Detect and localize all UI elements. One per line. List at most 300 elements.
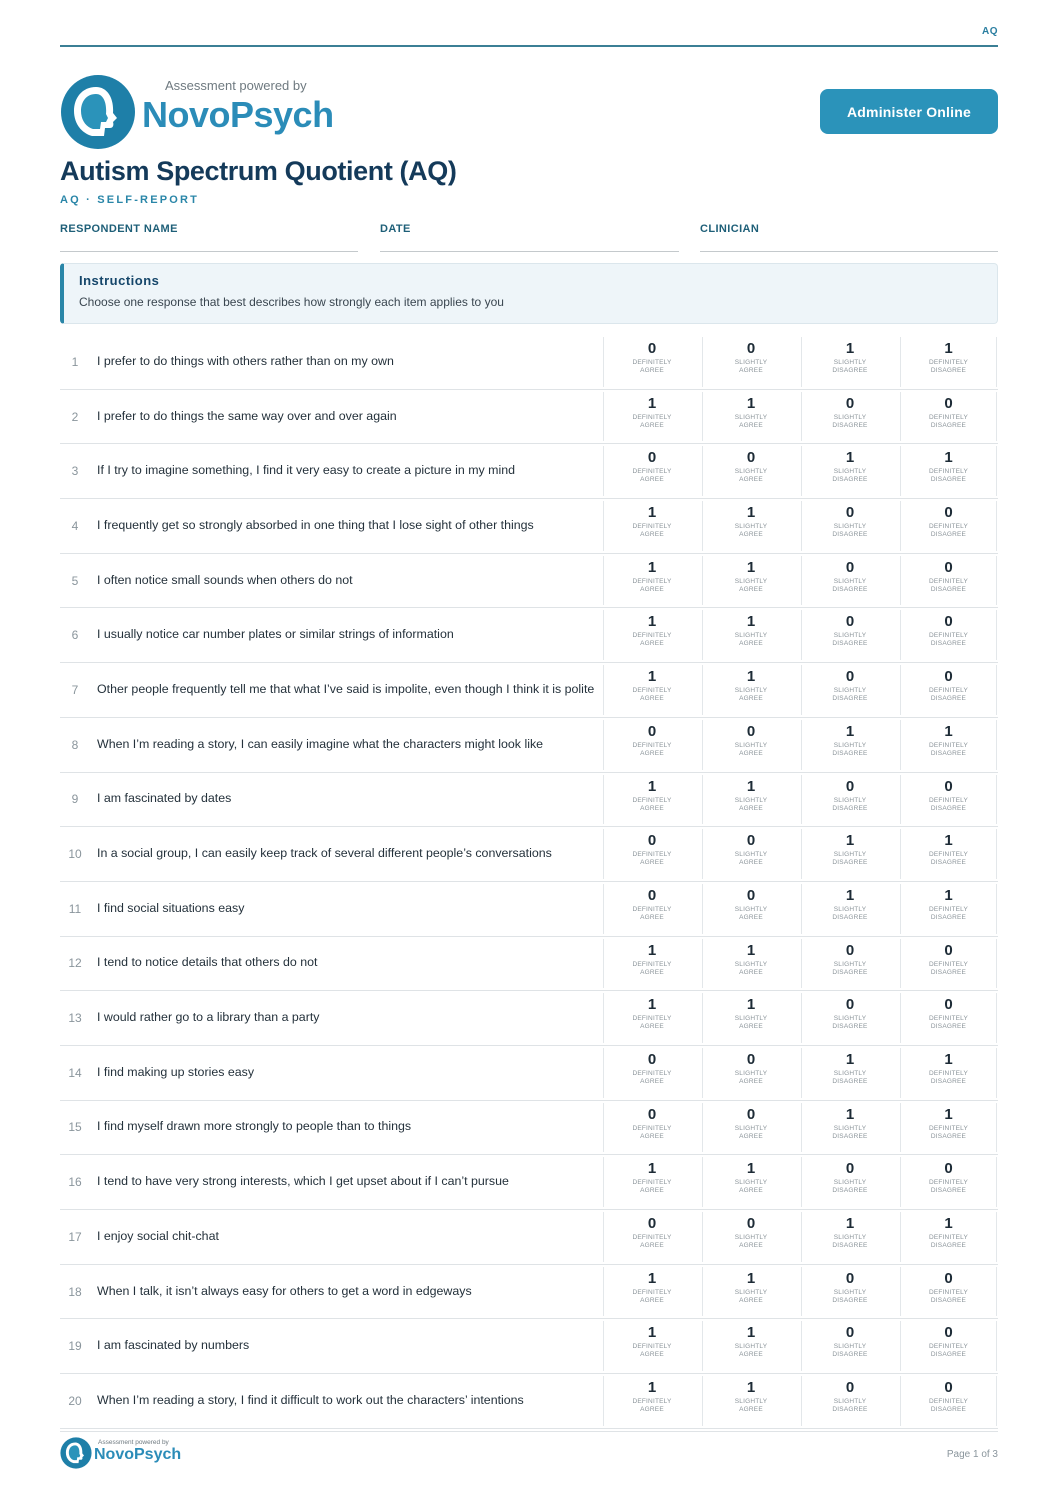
response-option[interactable] [603,1103,700,1153]
option-score: 1 [746,668,756,686]
response-option[interactable] [900,1376,997,1426]
option-score: 1 [746,504,756,522]
option-score: 1 [944,449,953,467]
option-label-line1: SLIGHTLY [833,468,867,476]
option-label-line2: AGREE [640,968,664,976]
option-label-line1: SLIGHTLY [833,413,867,421]
option-label-line2: DISAGREE [930,1406,967,1414]
option-score: 0 [845,941,855,959]
response-option[interactable] [900,720,997,770]
response-option[interactable] [702,1267,799,1317]
response-option[interactable] [603,446,700,496]
item-text: I often notice small sounds when others do not [97,572,353,587]
response-option[interactable] [702,1048,799,1098]
item-number: 13 [68,1011,82,1026]
option-label-line2: AGREE [739,859,763,867]
option-label-line1: SLIGHTLY [734,632,768,640]
option-score: 0 [845,394,855,412]
option-label-line2: AGREE [739,640,763,648]
option-label-line1: SLIGHTLY [734,1234,768,1241]
option-score: 1 [746,558,756,576]
item-text: I am fascinated by numbers [97,1338,250,1353]
response-option[interactable] [702,337,799,387]
option-label-line1: SLIGHTLY [734,413,768,421]
option-label-line2: DISAGREE [832,476,868,484]
option-score: 1 [746,777,756,795]
item-text: I find myself drawn more strongly to people than to things [97,1119,412,1134]
option-label-line2: DISAGREE [832,859,868,867]
date-label: DATE [380,223,411,235]
option-label-line1: DEFINITELY [928,741,969,749]
response-option[interactable] [801,501,898,551]
response-option[interactable] [702,1321,799,1371]
option-label-line1: SLIGHTLY [734,468,768,476]
option-label-line1: SLIGHTLY [734,1069,768,1077]
response-option[interactable] [702,392,799,442]
clinician-label: CLINICIAN [700,223,760,235]
option-label-line1: SLIGHTLY [734,1015,768,1023]
option-label-line1: DEFINITELY [632,687,672,695]
option-label-line2: AGREE [640,913,664,921]
option-label-line2: AGREE [640,1187,664,1195]
option-label-line1: DEFINITELY [632,523,672,531]
option-label-line2: DISAGREE [832,968,868,976]
response-option[interactable] [603,939,700,989]
option-label-line2: AGREE [739,1351,763,1359]
response-option[interactable] [603,610,700,660]
response-option[interactable] [702,829,799,879]
response-option[interactable] [900,1212,997,1262]
item-number: 3 [71,464,79,479]
instructions-box [60,263,998,324]
response-option[interactable] [603,1212,700,1262]
footer-brand: NovoPsych [94,1446,182,1463]
table-row [60,882,998,937]
response-option[interactable] [801,392,898,442]
item-text: I find making up stories easy [97,1064,255,1079]
option-label-line2: AGREE [739,585,763,593]
option-label-line1: SLIGHTLY [734,523,768,531]
date-field[interactable] [380,219,679,252]
option-score: 1 [746,1324,756,1342]
option-label-line1: SLIGHTLY [833,851,867,859]
response-option[interactable] [702,665,799,715]
item-number: 1 [71,354,79,369]
option-score: 1 [944,832,953,850]
option-score: 0 [944,558,953,576]
response-option[interactable] [801,1321,898,1371]
option-label-line1: SLIGHTLY [833,1124,867,1132]
header-divider [60,45,998,47]
option-score: 1 [746,996,756,1014]
option-score: 0 [845,558,855,576]
administer-online-button[interactable]: Administer Online [820,89,998,134]
option-label-line1: DEFINITELY [928,687,969,695]
response-option[interactable] [801,939,898,989]
option-label-line2: DISAGREE [930,1023,967,1031]
option-label-line2: DISAGREE [930,1187,967,1195]
response-option[interactable] [801,446,898,496]
option-label-line2: AGREE [739,695,763,703]
response-option[interactable] [603,884,700,934]
option-score: 0 [647,886,657,904]
option-label-line1: DEFINITELY [928,851,969,859]
response-option[interactable] [603,337,700,387]
option-label-line2: DISAGREE [832,749,868,757]
response-option[interactable] [900,392,997,442]
item-number: 19 [68,1339,82,1354]
response-option[interactable] [801,1103,898,1153]
response-option[interactable] [900,993,997,1043]
option-label-line1: SLIGHTLY [734,851,768,859]
option-label-line2: AGREE [640,531,664,539]
response-option[interactable] [603,720,700,770]
option-label-line1: DEFINITELY [632,1234,672,1241]
option-label-line2: AGREE [640,1132,664,1140]
response-option[interactable] [801,1267,898,1317]
response-option[interactable] [603,1321,700,1371]
item-number: 8 [71,737,79,752]
option-label-line1: SLIGHTLY [833,632,867,640]
item-text: I enjoy social chit-chat [97,1228,219,1243]
option-score: 0 [746,449,756,467]
option-label-line2: DISAGREE [832,640,868,648]
item-text: In a social group, I can easily keep track of several different people’s conversations [97,846,552,861]
option-label-line1: DEFINITELY [928,1343,969,1351]
response-option[interactable] [900,1267,997,1317]
option-label-line2: AGREE [640,367,664,374]
response-option[interactable] [900,829,997,879]
response-option[interactable] [702,501,799,551]
option-label-line1: DEFINITELY [632,1124,672,1132]
option-score: 1 [845,1050,855,1068]
response-option[interactable] [900,610,997,660]
option-score: 1 [845,449,855,467]
option-score: 0 [944,668,953,686]
option-score: 0 [647,1050,657,1068]
option-label-line1: SLIGHTLY [734,905,768,913]
table-row [60,1101,998,1156]
option-label-line1: DEFINITELY [928,1288,969,1296]
response-option[interactable] [603,665,700,715]
option-score: 0 [845,1160,855,1178]
respondent-name-label: RESPONDENT NAME [60,223,178,235]
item-number: 16 [68,1175,82,1190]
option-score: 0 [944,996,953,1014]
option-score: 1 [647,558,657,576]
table-row [60,1210,998,1265]
novopsych-logo [60,72,360,152]
option-label-line1: SLIGHTLY [833,577,867,585]
option-score: 1 [845,1215,855,1232]
option-label-line2: AGREE [640,1077,664,1085]
option-score: 1 [746,1160,756,1178]
item-number: 2 [71,409,79,424]
option-label-line2: DISAGREE [832,1242,868,1249]
option-label-line1: SLIGHTLY [734,1124,768,1132]
option-label-line1: DEFINITELY [928,1234,969,1241]
option-label-line1: DEFINITELY [928,468,969,476]
page-number: Page 1 of 3 [946,1449,998,1460]
option-label-line2: DISAGREE [930,968,967,976]
option-score: 0 [944,1324,953,1342]
option-score: 1 [944,1050,953,1068]
option-label-line1: DEFINITELY [928,796,969,804]
option-score: 0 [944,777,953,795]
respondent-name-field[interactable] [60,219,358,252]
option-label-line2: DISAGREE [930,421,967,429]
response-option[interactable] [900,337,997,387]
response-option[interactable] [801,337,898,387]
response-option[interactable] [702,1103,799,1153]
option-score: 0 [746,1215,756,1232]
option-score: 0 [746,886,756,904]
option-label-line2: AGREE [739,804,763,812]
option-label-line1: DEFINITELY [928,1069,969,1077]
response-option[interactable] [801,1376,898,1426]
response-option[interactable] [900,665,997,715]
item-text: I usually notice car number plates or similar strings of information [97,627,454,642]
option-score: 1 [647,1379,657,1397]
item-text: I tend to have very strong interests, which I get upset about if I can’t pursue [97,1174,509,1189]
response-option[interactable] [702,884,799,934]
option-score: 0 [746,340,756,357]
option-score: 0 [746,722,756,740]
response-option[interactable] [603,1267,700,1317]
response-option[interactable] [603,1376,700,1426]
response-option[interactable] [603,1048,700,1098]
option-label-line1: SLIGHTLY [734,359,768,366]
option-label-line2: AGREE [739,1242,763,1249]
response-option[interactable] [900,1103,997,1153]
option-label-line1: SLIGHTLY [833,741,867,749]
option-score: 0 [647,449,657,467]
option-label-line2: AGREE [739,749,763,757]
option-score: 0 [944,504,953,522]
option-score: 0 [845,777,855,795]
option-score: 0 [845,1324,855,1342]
response-option[interactable] [900,1321,997,1371]
response-option[interactable] [603,993,700,1043]
option-label-line1: DEFINITELY [928,905,969,913]
response-option[interactable] [900,446,997,496]
option-label-line1: SLIGHTLY [833,1398,867,1406]
option-label-line1: SLIGHTLY [734,796,768,804]
response-option[interactable] [801,556,898,606]
option-label-line1: DEFINITELY [632,1343,672,1351]
option-label-line1: SLIGHTLY [833,523,867,531]
response-option[interactable] [603,392,700,442]
option-label-line2: AGREE [640,421,664,429]
option-label-line2: DISAGREE [930,913,967,921]
option-label-line1: SLIGHTLY [734,1179,768,1187]
table-row [60,335,998,390]
option-label-line2: AGREE [640,804,664,812]
option-score: 0 [944,613,953,631]
item-number: 4 [71,518,79,533]
response-option[interactable] [801,1212,898,1262]
option-score: 1 [845,886,855,904]
option-label-line1: DEFINITELY [928,523,969,531]
option-label-line2: DISAGREE [832,585,868,593]
response-option[interactable] [900,775,997,825]
option-label-line2: DISAGREE [930,1296,967,1304]
option-label-line2: AGREE [640,476,664,484]
response-option[interactable] [702,720,799,770]
option-label-line2: DISAGREE [832,1187,868,1195]
table-row [60,608,998,663]
option-label-line2: DISAGREE [930,804,967,812]
option-score: 0 [845,1269,855,1287]
table-row [60,827,998,882]
option-label-line1: DEFINITELY [928,1398,969,1406]
response-option[interactable] [603,556,700,606]
response-option[interactable] [702,993,799,1043]
option-label-line2: DISAGREE [930,476,967,484]
footer-powered-by: Assessment powered by [98,1439,169,1446]
option-label-line1: SLIGHTLY [734,960,768,968]
option-label-line2: DISAGREE [832,1296,868,1304]
option-label-line1: DEFINITELY [632,741,672,749]
response-option[interactable] [900,884,997,934]
option-score: 1 [746,941,756,959]
response-option[interactable] [603,1157,700,1207]
option-score: 1 [944,722,953,740]
option-label-line2: AGREE [739,1406,763,1414]
response-option[interactable] [900,1048,997,1098]
item-number: 7 [71,682,79,697]
option-score: 0 [944,941,953,959]
option-label-line1: DEFINITELY [928,413,969,421]
response-option[interactable] [603,775,700,825]
table-row [60,663,998,718]
option-score: 1 [746,1379,756,1397]
option-label-line2: AGREE [739,421,763,429]
response-option[interactable] [900,556,997,606]
option-label-line1: DEFINITELY [632,905,672,913]
response-option[interactable] [801,665,898,715]
option-score: 1 [647,1269,657,1287]
option-label-line2: DISAGREE [930,531,967,539]
item-number: 5 [71,573,79,588]
option-label-line2: AGREE [640,1296,664,1304]
option-label-line2: AGREE [739,367,763,374]
option-label-line2: AGREE [739,531,763,539]
option-label-line2: DISAGREE [832,1132,868,1140]
option-label-line2: DISAGREE [832,531,868,539]
item-number: 11 [68,901,82,916]
item-text: I tend to notice details that others do not [97,955,318,970]
response-option[interactable] [702,556,799,606]
response-option[interactable] [702,610,799,660]
option-label-line1: DEFINITELY [632,1179,672,1187]
response-option[interactable] [801,993,898,1043]
option-score: 1 [647,613,657,631]
item-number: 9 [71,792,79,807]
item-number: 10 [68,847,82,862]
item-text: If I try to imagine something, I find it very easy to create a picture in my mind [97,463,516,478]
option-score: 0 [845,668,855,686]
option-score: 1 [845,340,855,357]
response-option[interactable] [801,1048,898,1098]
option-score: 0 [746,1050,756,1068]
option-score: 1 [944,886,953,904]
option-score: 0 [647,1215,657,1232]
clinician-field[interactable] [700,219,998,252]
option-label-line2: DISAGREE [930,695,967,703]
response-option[interactable] [702,1157,799,1207]
option-score: 0 [647,1105,657,1123]
response-option[interactable] [801,884,898,934]
response-option[interactable] [900,501,997,551]
response-option[interactable] [900,1157,997,1207]
option-label-line2: AGREE [739,1187,763,1195]
option-label-line1: SLIGHTLY [833,905,867,913]
option-score: 1 [845,722,855,740]
response-option[interactable] [603,501,700,551]
option-label-line2: AGREE [739,1296,763,1304]
option-label-line2: DISAGREE [930,1077,967,1085]
option-label-line1: SLIGHTLY [833,796,867,804]
item-text: Other people frequently tell me that what I’ve said is impolite, even though I think it is polite [97,681,595,696]
table-row [60,1265,998,1320]
option-label-line1: DEFINITELY [632,796,672,804]
option-label-line1: DEFINITELY [632,1398,672,1406]
option-score: 0 [845,504,855,522]
response-option[interactable] [603,829,700,879]
response-option[interactable] [702,775,799,825]
option-score: 0 [647,722,657,740]
response-option[interactable] [702,939,799,989]
option-label-line1: DEFINITELY [928,960,969,968]
item-number: 17 [68,1229,82,1244]
option-score: 1 [944,340,953,357]
option-score: 0 [845,613,855,631]
option-score: 1 [944,1105,953,1123]
option-label-line2: AGREE [739,1132,763,1140]
option-label-line2: DISAGREE [930,1242,967,1249]
option-label-line1: SLIGHTLY [833,960,867,968]
response-option[interactable] [801,775,898,825]
option-score: 0 [746,832,756,850]
option-label-line2: AGREE [739,913,763,921]
option-score: 1 [746,613,756,631]
option-label-line1: SLIGHTLY [833,1343,867,1351]
option-label-line1: DEFINITELY [632,960,672,968]
item-number: 14 [68,1065,82,1080]
item-number: 12 [68,956,82,971]
option-label-line1: DEFINITELY [632,468,672,476]
response-option[interactable] [801,1157,898,1207]
option-score: 1 [845,1105,855,1123]
response-option[interactable] [702,446,799,496]
response-option[interactable] [900,939,997,989]
option-label-line1: DEFINITELY [928,632,969,640]
option-label-line1: DEFINITELY [632,1015,672,1023]
option-score: 1 [944,1215,953,1232]
option-score: 0 [944,1269,953,1287]
response-option[interactable] [801,829,898,879]
option-label-line1: DEFINITELY [632,577,672,585]
response-option[interactable] [702,1212,799,1262]
table-row [60,390,998,445]
item-text: I frequently get so strongly absorbed in one thing that I lose sight of other things [97,517,534,532]
response-option[interactable] [702,1376,799,1426]
option-label-line2: AGREE [739,1023,763,1031]
response-option[interactable] [801,720,898,770]
response-option[interactable] [801,610,898,660]
option-score: 0 [746,1105,756,1123]
